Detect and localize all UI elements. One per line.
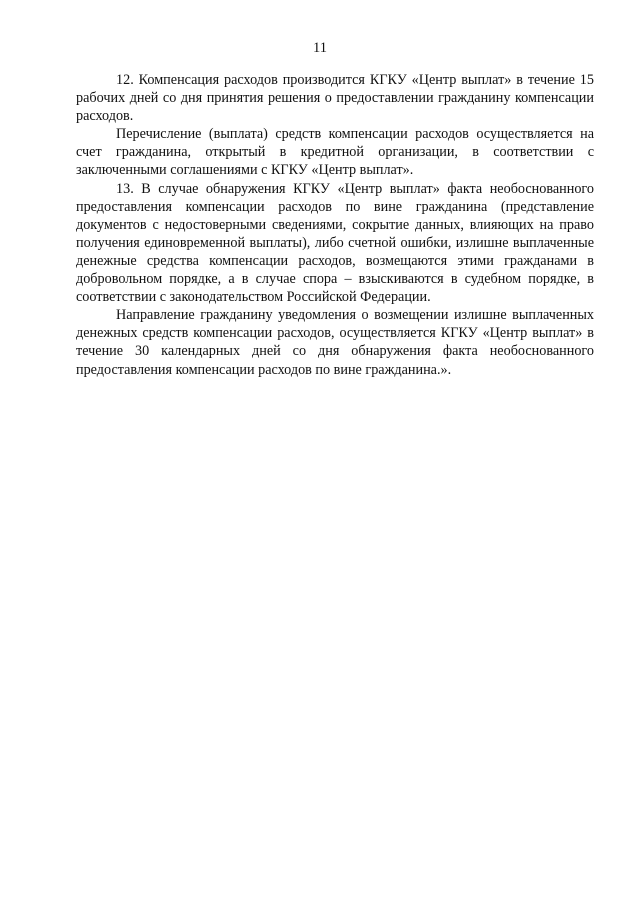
page-number: 11 — [313, 40, 327, 56]
paragraph-12: 12. Компенсация расходов производится КГКУ «Центр выплат» в течение 15 рабочих дней со дня принятия решения о предоставлении гражданину компенсации расходов. — [76, 72, 594, 125]
paragraph-13: 13. В случае обнаружения КГКУ «Центр выплат» факта необоснованного предоставления компенсации расходов по вине гражданина (представление документов с недостоверными сведениями, сокрытие данных, влияющих на право получения единовременной выплаты), либо счетной ошибки, излишне выплаченные денежные средства компенсации расходов, возмещаются этими гражданами в добровольном порядке, а в случае спора – взыскиваются в судебном порядке, в соответствии с законодательством Российской Федерации. — [76, 180, 594, 306]
paragraph-transfer: Перечисление (выплата) средств компенсации расходов осуществляется на счет гражданина, открытый в кредитной организации, в соответствии с заключенными соглашениями с КГКУ «Центр выплат». — [76, 126, 594, 179]
paragraph-notification: Направление гражданину уведомления о возмещении излишне выплаченных денежных средств компенсации расходов, осуществляется КГКУ «Центр выплат» в течение 30 календарных дней со дня обнаружения факта необоснованного предоставления компенсации расходов по вине гражданина.». — [76, 307, 594, 378]
document-body — [76, 71, 594, 379]
